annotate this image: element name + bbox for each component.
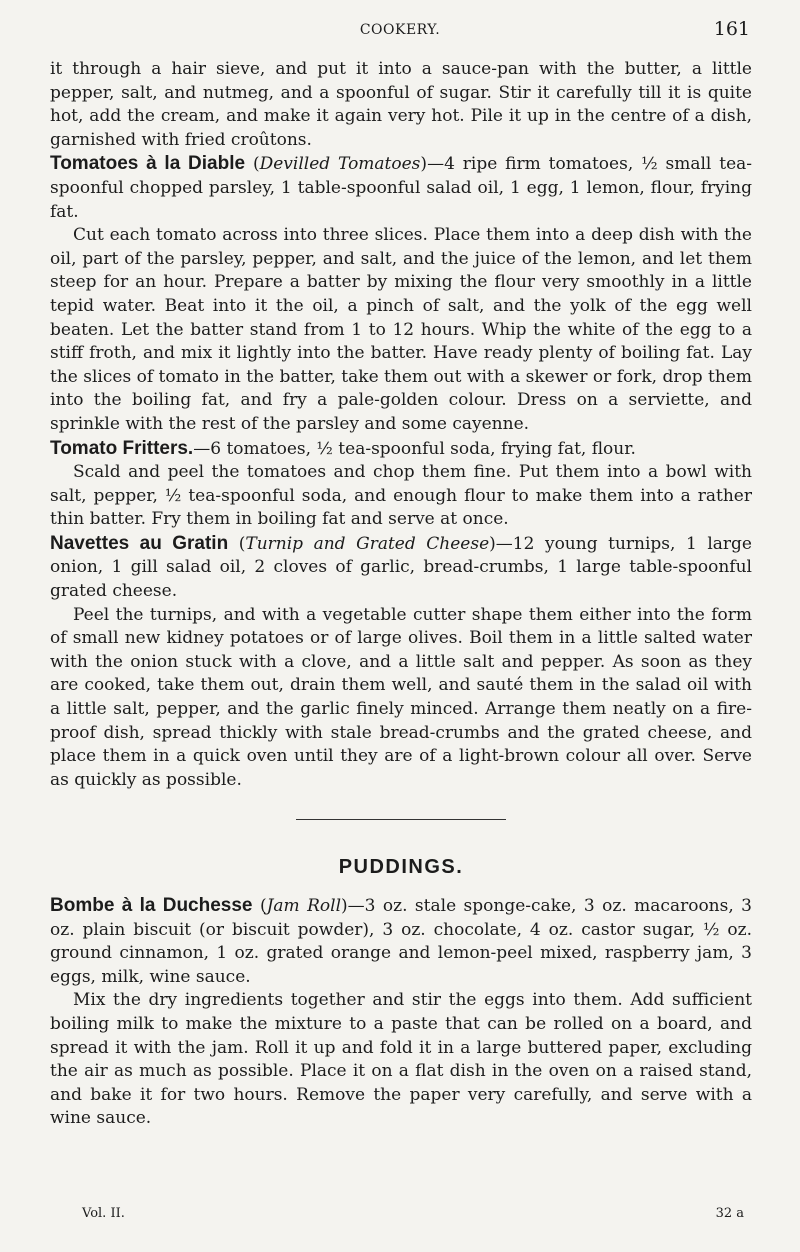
recipe-subtitle: Turnip and Grated Cheese <box>245 533 490 554</box>
section-divider <box>296 819 506 820</box>
recipe-ingredients: —12 young turnips, 1 large onion, 1 gill salad oil, 2 cloves of garlic, bread-crumbs, 1 large table-spoonful grated cheese. <box>50 533 752 602</box>
page-header <box>50 12 750 46</box>
recipe-method: Scald and peel the tomatoes and chop them fine. Put them into a bowl with salt, pepper, ½ tea-spoonful soda, and enough flour to make them into a rather thin batter. Fry them in boiling fat and serve at once. <box>50 462 752 530</box>
recipe-method: Cut each tomato across into three slices. Place them into a deep dish with the oil, part of the parsley, pepper, and salt, and the juice of the lemon, and let them steep for an hour. Prepare a batter by mixing the flour very smoothly in a little tepid water. Beat into it the oil, a pinch of salt, and the yolk of the egg well beaten. Let the batter stand from 1 to 12 hours. Whip the white of the egg to a stiff froth, and mix it lightly into the batter. Have ready plenty of boiling fat. Lay the slices of tomato in the batter, take them out with a skewer or fork, drop them into the boiling fat, and fry a pale-golden colour. Dress on a serviette, and sprinkle with the rest of the parsley and some cayenne. <box>50 225 752 434</box>
recipe-tomato-fritters <box>50 437 752 462</box>
recipe-navettes-au-gratin: Navettes au Gratin (Turnip and Grated Cheese)—12 young turnips, 1 large onion, 1 gill salad oil, 2 cloves of garlic, bread-crumbs, 1 large table-spoonful grated cheese. <box>50 532 752 602</box>
volume-label: Vol. II. <box>82 1206 125 1221</box>
recipe-method: Mix the dry ingredients together and stir the eggs into them. Add sufficient boiling milk to make the mixture to a paste that can be rolled on a board, and spread it with the jam. Roll it up and fold it in a large buttered paper, excluding the air as much as possible. Place it on a flat dish in the oven on a raised stand, and bake it for two hours. Remove the paper very carefully, and serve with a wine sauce. <box>50 990 752 1129</box>
recipe-ingredients: —4 ripe firm tomatoes, ½ small tea-spoonful chopped parsley, 1 table-spoonful salad oil, 1 egg, 1 lemon, flour, frying fat. <box>50 154 753 222</box>
page-number: 161 <box>713 18 750 40</box>
page-body <box>50 58 752 1131</box>
running-title: COOKERY. <box>359 22 441 38</box>
recipe-tomatoes-a-la-diable: Tomatoes à la Diable (Devilled Tomatoes)—4 ripe firm tomatoes, ½ small tea-spoonful chopped parsley, 1 table-spoonful salad oil, 1 egg, 1 lemon, flour, frying fat. <box>50 153 753 222</box>
signature-mark: 32 a <box>715 1206 744 1221</box>
recipe-title: Tomato Fritters. <box>50 437 194 459</box>
recipe-title: Bombe à la Duchesse <box>50 895 253 916</box>
page-footer <box>50 1206 752 1226</box>
recipe-subtitle: Devilled Tomatoes <box>259 154 421 175</box>
recipe-method: Peel the turnips, and with a vegetable cutter shape them either into the form of small new kidney potatoes or of large olives. Boil them in a little salted water with the onion stuck with a clove, and a little salt and pepper. As soon as they are cooked, take them out, drain them well, and sauté them in the salad oil with a little salt, pepper, and the garlic finely minced. Arrange them neatly on a fire-proof dish, spread thickly with stale bread-crumbs and the grated cheese, and place them in a quick oven until they are of a light-brown colour all over. Serve as quickly as possible. <box>50 604 752 790</box>
recipe-ingredients: —3 oz. stale sponge-cake, 3 oz. macaroons, 3 oz. plain biscuit (or biscuit powder), 3 oz. chocolate, 4 oz. castor sugar, ½ oz. ground cinnamon, 1 oz. grated orange and lemon-peel mixed, raspberry jam, 3 eggs, milk, wine sauce. <box>50 896 753 987</box>
recipe-subtitle: Jam Roll <box>266 896 342 916</box>
recipe-ingredients: —6 tomatoes, ½ tea-spoonful soda, frying fat, flour. <box>193 438 636 459</box>
section-title: PUDDINGS. <box>338 856 464 879</box>
intro-paragraph: it through a hair sieve, and put it into a sauce-pan with the butter, a little pepper, salt, and nutmeg, and a spoonful of sugar. Stir it carefully till it is quite hot, add the cream, and make it again very hot. Pile it up in the centre of a dish, garnished with fried croûtons. <box>50 59 752 150</box>
recipe-title: Tomatoes à la Diable <box>50 153 246 175</box>
recipe-title: Navettes au Gratin <box>50 532 229 554</box>
recipe-bombe-a-la-duchesse: Bombe à la Duchesse (Jam Roll)—3 oz. stale sponge-cake, 3 oz. macaroons, 3 oz. plain biscuit (or biscuit powder), 3 oz. chocolate, 4 oz. castor sugar, ½ oz. ground cinnamon, 1 oz. grated orange and lemon-peel mixed, raspberry jam, 3 eggs, milk, wine sauce. <box>50 895 753 987</box>
